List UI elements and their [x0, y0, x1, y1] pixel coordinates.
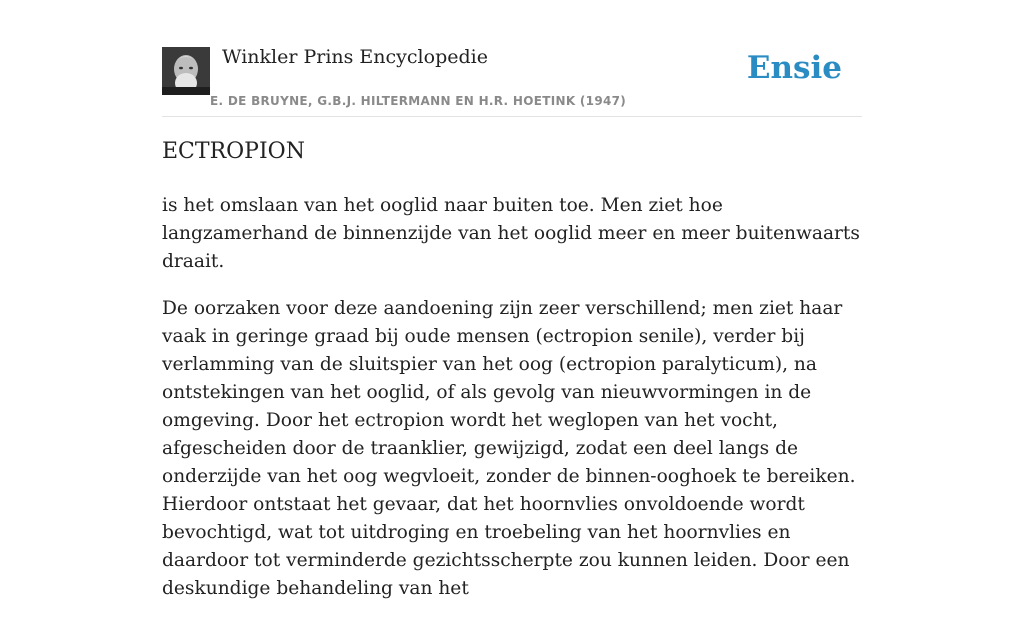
source-header — [162, 46, 862, 117]
author-portrait-icon — [162, 47, 210, 95]
source-title[interactable]: Winkler Prins Encyclopedie — [222, 46, 488, 68]
article-title: ECTROPION — [162, 139, 305, 164]
article-paragraph: is het omslaan van het ooglid naar buiten toe. Men ziet hoe langzamerhand de binnenzijde van het ooglid meer en meer buitenwaarts draait. — [162, 195, 860, 272]
ensie-logo-link[interactable]: Ensie — [746, 50, 842, 86]
source-authors: E. DE BRUYNE, G.B.J. HILTERMANN EN H.R. HOETINK (1947) — [210, 94, 627, 108]
article-body — [162, 192, 862, 622]
article-paragraph: De oorzaken voor deze aandoening zijn zeer verschillend; men ziet haar vaak in geringe graad bij oude mensen (ectropion senile), verder bij verlamming van de sluitspier van het oog (ectropion paralyticum), na ontstekingen van het ooglid, of als gevolg van nieuwvormingen in de omgeving. Door het ectropion wordt het weglopen van het vocht, afgescheiden door de traanklier, gewijzigd, zodat een deel langs de onderzijde van het oog wegvloeit, zonder de binnen-ooghoek te bereiken. Hierdoor ontstaat het gevaar, dat het hoornvlies onvoldoende wordt bevochtigd, wat tot uitdroging en troebeling van het hoornvlies en daardoor tot verminderde gezichtsscherpte zou kunnen leiden. Door een deskundige behandeling van het — [162, 298, 856, 599]
